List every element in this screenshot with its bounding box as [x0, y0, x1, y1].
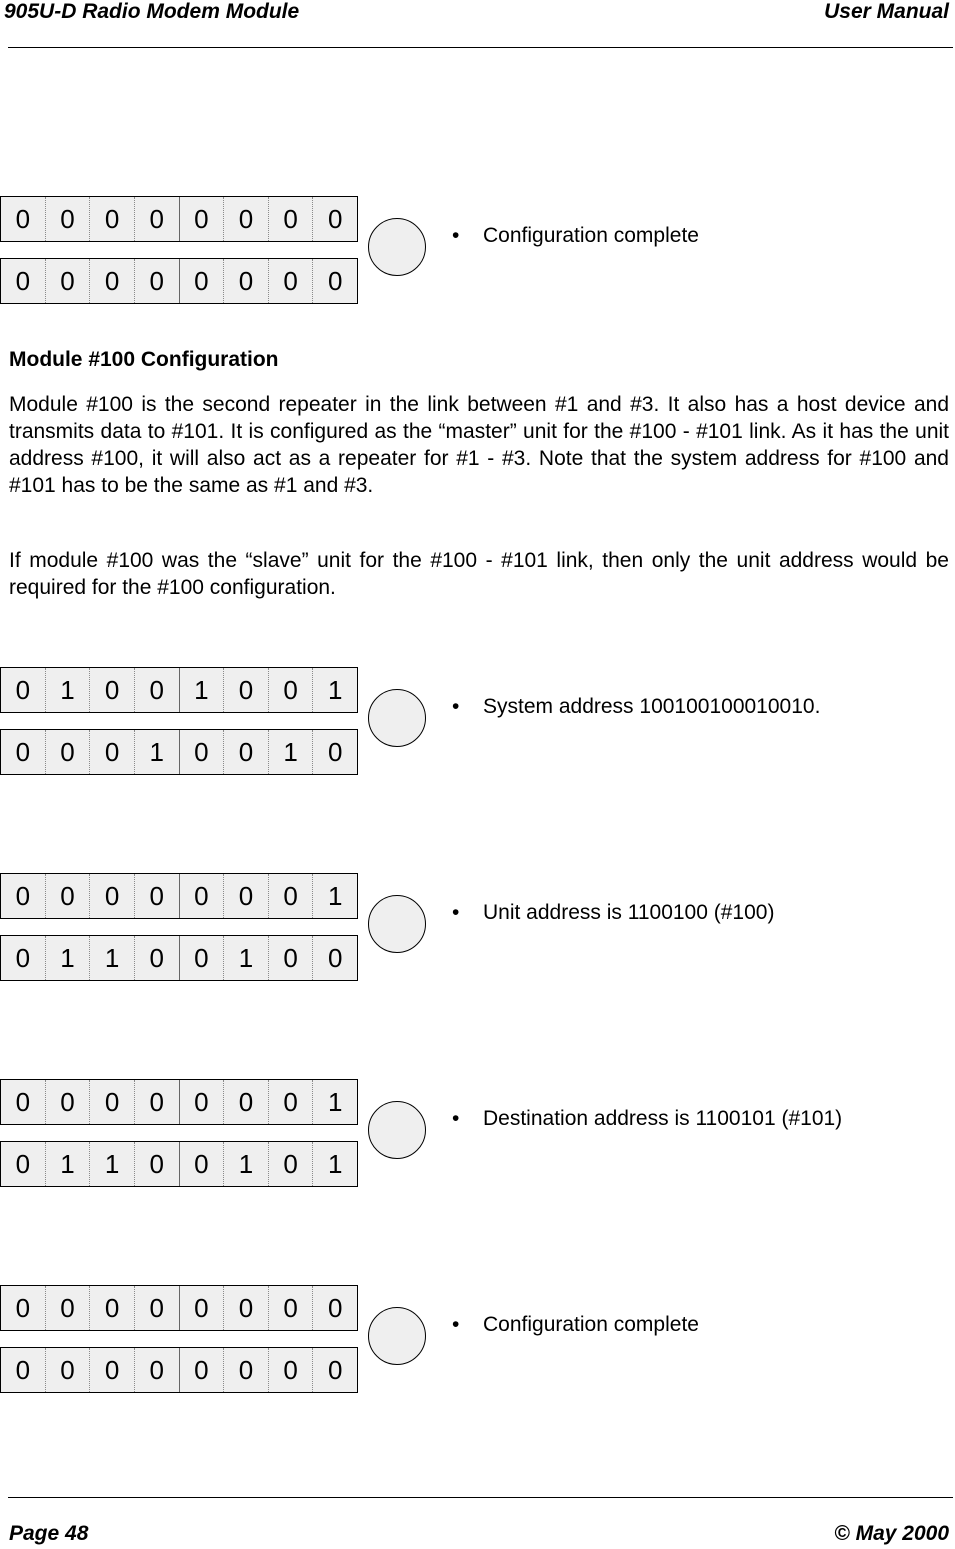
switch-cell: 0: [89, 259, 134, 303]
section-paragraph-2: If module #100 was the “slave” unit for the #100 - #101 link, then only the unit address would be required for the #100 configuration.: [9, 549, 949, 599]
led-indicator-icon: [368, 218, 426, 276]
config-note: [452, 901, 774, 925]
switch-cell: 1: [312, 1080, 357, 1124]
switch-cell: 0: [268, 874, 313, 918]
switch-cell: 1: [268, 730, 313, 774]
switch-block-5: [0, 1285, 955, 1397]
footer-page-number: Page 48: [9, 1522, 89, 1545]
switch-cell: 1: [45, 668, 90, 712]
switch-cell: 0: [15, 736, 31, 767]
config-note-text: Unit address is 1100100 (#100): [483, 901, 775, 924]
led-indicator-icon: [368, 1101, 426, 1159]
dip-switch-row-upper: [0, 1285, 358, 1331]
switch-cell: 0: [268, 936, 313, 980]
switch-cell: 0: [89, 1286, 134, 1330]
switch-cell: 0: [134, 936, 179, 980]
switch-cell: 0: [45, 730, 90, 774]
switch-cell: 0: [312, 730, 357, 774]
switch-cell: 0: [134, 668, 179, 712]
switch-block-4: [0, 1079, 955, 1191]
dip-switch-row-upper: [0, 196, 358, 242]
switch-cell: 0: [223, 197, 268, 241]
switch-cell: 1: [45, 936, 90, 980]
switch-cell: 0: [312, 1286, 357, 1330]
dip-switch-row-lower: [0, 258, 358, 304]
switch-cell: 0: [268, 259, 313, 303]
switch-cell: 0: [15, 880, 31, 911]
switch-cell: 0: [179, 1142, 224, 1186]
switch-cell: 0: [223, 1080, 268, 1124]
switch-cell: 1: [89, 936, 134, 980]
switch-cell: 0: [134, 259, 179, 303]
switch-cell: 0: [15, 265, 31, 296]
switch-cell: 0: [89, 1080, 134, 1124]
switch-cell: 0: [89, 730, 134, 774]
dip-switch-row-upper: [0, 873, 358, 919]
switch-cell: 0: [179, 1080, 224, 1124]
switch-cell: 0: [179, 259, 224, 303]
switch-cell: 0: [15, 674, 31, 705]
switch-cell: 0: [179, 874, 224, 918]
switch-cell: 0: [223, 730, 268, 774]
switch-cell: 0: [15, 942, 31, 973]
switch-cell: 0: [15, 1148, 31, 1179]
switch-cell: 0: [15, 1292, 31, 1323]
config-note-text: Configuration complete: [483, 224, 699, 247]
footer-date: © May 2000: [834, 1522, 949, 1545]
switch-cell: 0: [223, 874, 268, 918]
switch-cell: 0: [268, 1142, 313, 1186]
header-title: 905U-D Radio Modem Module: [4, 0, 300, 23]
config-note-text: Configuration complete: [483, 1313, 699, 1336]
header-doc-type: User Manual: [824, 0, 949, 23]
dip-switch-row-upper: [0, 1079, 358, 1125]
switch-cell: 0: [179, 1286, 224, 1330]
switch-block-3: [0, 873, 955, 985]
switch-cell: 0: [15, 1086, 31, 1117]
switch-cell: 0: [134, 1286, 179, 1330]
switch-cell: 0: [89, 668, 134, 712]
bullet: •: [452, 901, 460, 924]
dip-switch-row-lower: [0, 1141, 358, 1187]
bullet: •: [452, 1313, 460, 1336]
switch-cell: 0: [45, 259, 90, 303]
switch-cell: 1: [134, 730, 179, 774]
switch-cell: 0: [223, 1348, 268, 1392]
config-note-text: Destination address is 1100101 (#101): [483, 1107, 843, 1130]
switch-cell: 0: [223, 1286, 268, 1330]
bullet: •: [452, 1107, 460, 1130]
switch-cell: 0: [89, 874, 134, 918]
switch-cell: 1: [312, 1142, 357, 1186]
config-note-text: System address 100100100010010.: [483, 695, 821, 718]
dip-switch-row-lower: [0, 729, 358, 775]
switch-cell: 1: [89, 1142, 134, 1186]
switch-cell: 0: [312, 936, 357, 980]
switch-cell: 0: [312, 197, 357, 241]
led-indicator-icon: [368, 689, 426, 747]
switch-cell: 0: [223, 259, 268, 303]
config-note: [452, 695, 820, 719]
switch-block-2: [0, 667, 955, 779]
switch-cell: 0: [312, 259, 357, 303]
switch-cell: 0: [134, 1142, 179, 1186]
config-note: [452, 1107, 842, 1131]
led-indicator-icon: [368, 1307, 426, 1365]
switch-cell: 1: [179, 668, 224, 712]
dip-switch-row-upper: [0, 667, 358, 713]
config-note: [452, 224, 699, 248]
switch-cell: 0: [45, 1348, 90, 1392]
switch-cell: 0: [312, 1348, 357, 1392]
switch-cell: 0: [223, 668, 268, 712]
switch-cell: 0: [179, 1348, 224, 1392]
header-rule: [8, 47, 953, 48]
switch-cell: 1: [45, 1142, 90, 1186]
switch-cell: 1: [223, 936, 268, 980]
switch-cell: 0: [45, 197, 90, 241]
switch-cell: 1: [223, 1142, 268, 1186]
switch-cell: 0: [134, 197, 179, 241]
led-indicator-icon: [368, 895, 426, 953]
switch-cell: 0: [268, 1348, 313, 1392]
switch-cell: 0: [179, 730, 224, 774]
switch-cell: 0: [268, 668, 313, 712]
switch-cell: 0: [134, 1348, 179, 1392]
switch-cell: 0: [134, 874, 179, 918]
bullet: •: [452, 695, 460, 718]
section-paragraph-1: Module #100 is the second repeater in the link between #1 and #3. It also has a host device and transmits data to #101. It is configured as the “master” unit for the #100 - #101 link. As it has the unit address #100, it will also act as a repeater for #1 - #3. Note that the system address for #100 and #101 has to be the same as #1 and #3.: [9, 393, 949, 497]
bullet: •: [452, 224, 460, 247]
switch-cell: 1: [312, 668, 357, 712]
switch-cell: 0: [45, 1080, 90, 1124]
switch-cell: 0: [268, 1286, 313, 1330]
switch-cell: 0: [45, 1286, 90, 1330]
switch-cell: 0: [179, 197, 224, 241]
footer-rule: [8, 1497, 953, 1498]
switch-cell: 0: [15, 1354, 31, 1385]
section-heading: Module #100 Configuration: [9, 348, 279, 371]
dip-switch-row-lower: [0, 1347, 358, 1393]
switch-cell: 0: [89, 197, 134, 241]
switch-cell: 0: [134, 1080, 179, 1124]
switch-cell: 0: [268, 1080, 313, 1124]
switch-cell: 0: [179, 936, 224, 980]
config-note: [452, 1313, 699, 1337]
switch-cell: 0: [268, 197, 313, 241]
switch-cell: 0: [89, 1348, 134, 1392]
switch-block-1: [0, 196, 955, 308]
switch-cell: 0: [15, 203, 31, 234]
dip-switch-row-lower: [0, 935, 358, 981]
switch-cell: 1: [312, 874, 357, 918]
switch-cell: 0: [45, 874, 90, 918]
